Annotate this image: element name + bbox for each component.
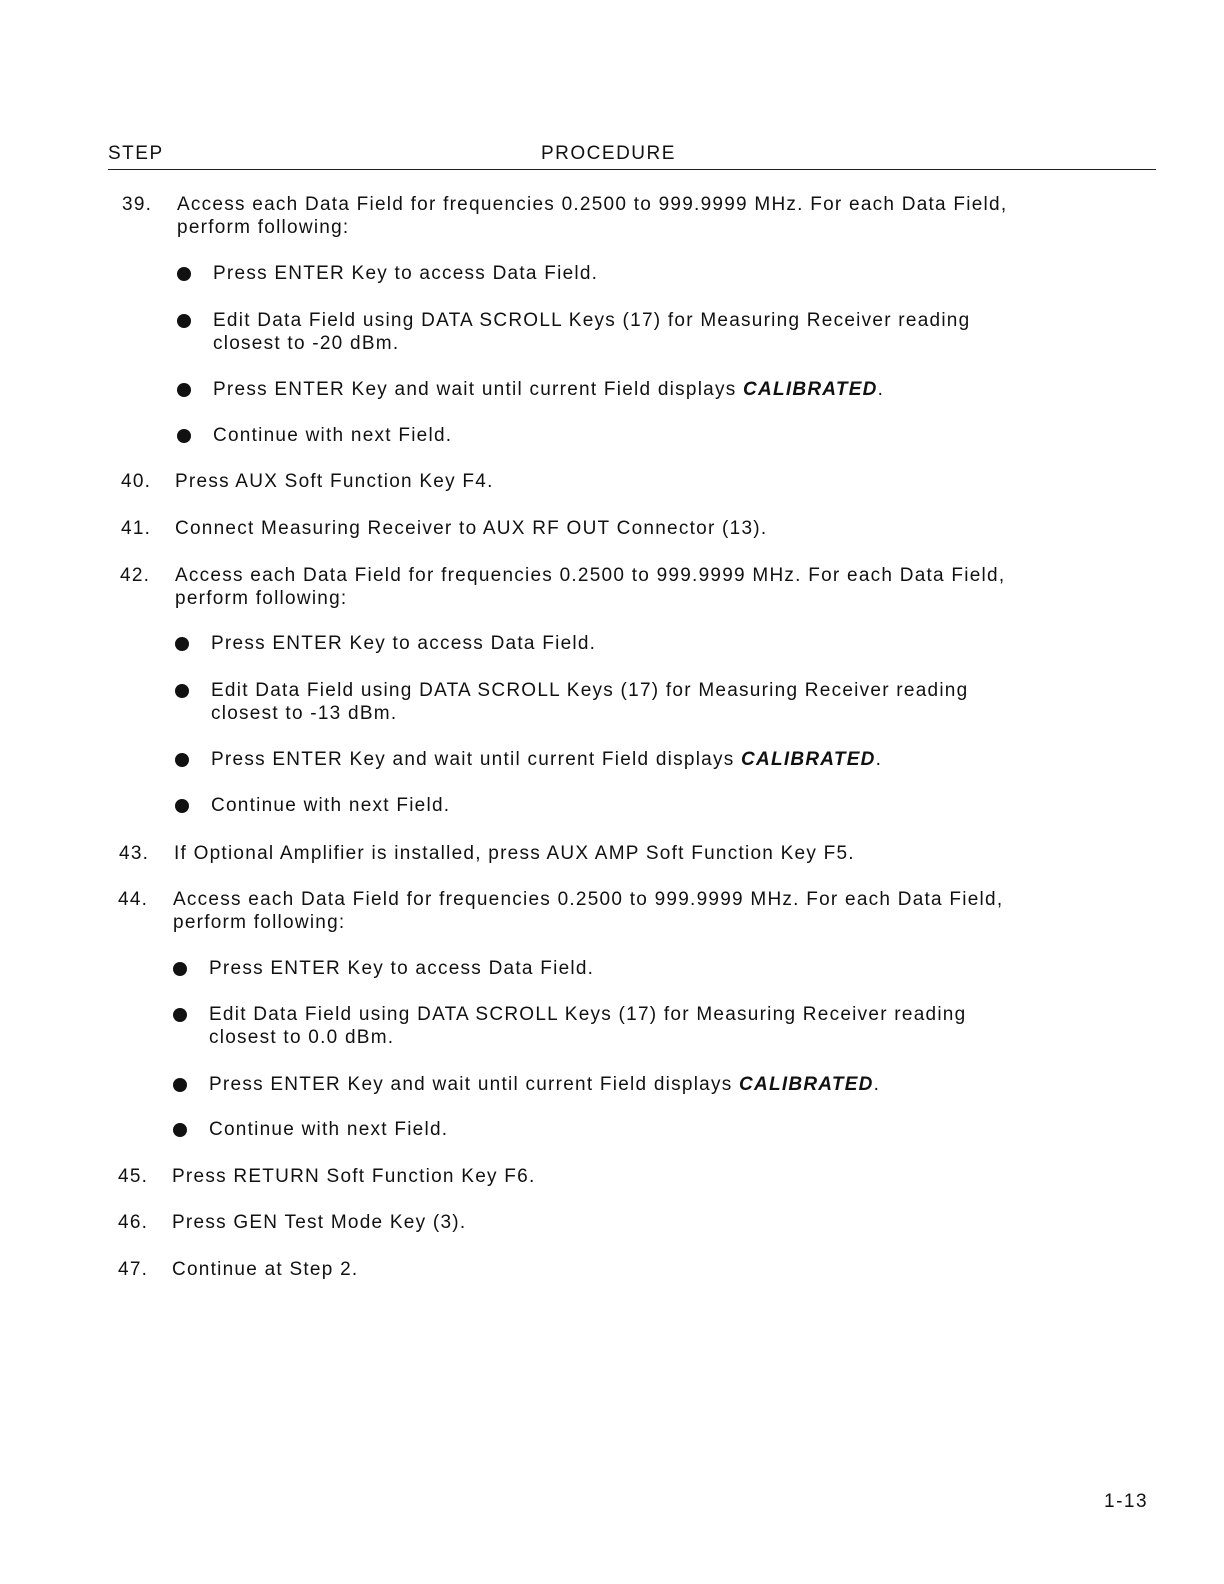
step-text-line2: perform following:	[177, 217, 350, 238]
bullet-dot	[175, 753, 189, 767]
step-text-line1: Access each Data Field for frequencies 0.2500 to 999.9999 MHz. For each Data Field,	[177, 194, 1008, 215]
bullet-dot	[175, 637, 189, 651]
bullet-text-post: .	[873, 1074, 881, 1095]
step-42-bullet-2	[175, 679, 1075, 727]
step-text: Press AUX Soft Function Key F4.	[175, 471, 494, 492]
step-43	[119, 842, 1119, 866]
bullet-dot	[175, 799, 189, 813]
bullet-text	[211, 748, 882, 771]
step-number: 46.	[118, 1212, 149, 1233]
step-41	[121, 517, 1121, 541]
bullet-text: Press ENTER Key to access Data Field.	[211, 633, 597, 654]
bullet-text: Press ENTER Key to access Data Field.	[209, 958, 595, 979]
step-number: 42.	[120, 565, 151, 586]
step-42-bullet-4	[175, 794, 1075, 818]
step-39-bullet-2	[177, 309, 1077, 357]
step-number: 39.	[122, 194, 153, 215]
step-number: 47.	[118, 1259, 149, 1280]
step-42-bullet-3	[175, 748, 1075, 772]
bullet-text: Press ENTER Key to access Data Field.	[213, 263, 599, 284]
bullet-text-line1: Edit Data Field using DATA SCROLL Keys (17) for Measuring Receiver reading	[213, 310, 971, 331]
bullet-text-pre: Press ENTER Key and wait until current Field displays	[211, 749, 742, 770]
calibrated-emphasis: CALIBRATED	[743, 379, 878, 400]
step-39-bullet-3	[177, 378, 1077, 402]
header-step: STEP	[108, 143, 164, 164]
bullet-dot	[173, 1123, 187, 1137]
step-text: Press RETURN Soft Function Key F6.	[172, 1166, 536, 1187]
step-44-bullet-1	[173, 957, 1073, 981]
calibrated-emphasis: CALIBRATED	[741, 749, 876, 770]
step-40	[121, 470, 1121, 494]
step-46	[118, 1211, 1118, 1235]
step-44-bullet-2	[173, 1003, 1073, 1051]
step-42	[120, 564, 1120, 612]
bullet-dot	[173, 1078, 187, 1092]
step-44-bullet-4	[173, 1118, 1073, 1142]
bullet-dot	[177, 429, 191, 443]
bullet-text: Continue with next Field.	[213, 425, 453, 446]
bullet-text-pre: Press ENTER Key and wait until current Field displays	[213, 379, 744, 400]
step-47	[118, 1258, 1118, 1282]
step-text-line2: perform following:	[173, 912, 346, 933]
step-text-line1: Access each Data Field for frequencies 0.2500 to 999.9999 MHz. For each Data Field,	[173, 889, 1004, 910]
step-number: 41.	[121, 518, 152, 539]
bullet-text-line2: closest to -13 dBm.	[211, 703, 398, 724]
bullet-text-line2: closest to 0.0 dBm.	[209, 1027, 395, 1048]
step-39-bullet-4	[177, 424, 1077, 448]
bullet-text: Continue with next Field.	[211, 795, 451, 816]
bullet-text: Continue with next Field.	[209, 1119, 449, 1140]
step-text: If Optional Amplifier is installed, press AUX AMP Soft Function Key F5.	[174, 843, 855, 864]
step-text-line2: perform following:	[175, 588, 348, 609]
bullet-text-pre: Press ENTER Key and wait until current Field displays	[209, 1074, 740, 1095]
step-number: 44.	[118, 889, 149, 910]
step-44	[118, 888, 1118, 936]
bullet-text-post: .	[877, 379, 885, 400]
header-procedure: PROCEDURE	[541, 143, 676, 164]
step-42-bullet-1	[175, 632, 1075, 656]
table-header	[108, 141, 1156, 171]
step-text: Press GEN Test Mode Key (3).	[172, 1212, 467, 1233]
step-number: 45.	[118, 1166, 149, 1187]
bullet-dot	[175, 684, 189, 698]
step-text: Continue at Step 2.	[172, 1259, 359, 1280]
page-number: 1-13	[1104, 1491, 1149, 1512]
bullet-dot	[177, 314, 191, 328]
bullet-text-line1: Edit Data Field using DATA SCROLL Keys (17) for Measuring Receiver reading	[211, 680, 969, 701]
step-45	[118, 1165, 1118, 1189]
header-rule	[108, 169, 1156, 170]
step-text-line1: Access each Data Field for frequencies 0.2500 to 999.9999 MHz. For each Data Field,	[175, 565, 1006, 586]
bullet-dot	[177, 383, 191, 397]
bullet-text-line1: Edit Data Field using DATA SCROLL Keys (17) for Measuring Receiver reading	[209, 1004, 967, 1025]
bullet-dot	[173, 1008, 187, 1022]
bullet-dot	[173, 962, 187, 976]
step-number: 43.	[119, 843, 150, 864]
bullet-text-line2: closest to -20 dBm.	[213, 333, 400, 354]
step-number: 40.	[121, 471, 152, 492]
bullet-text-post: .	[875, 749, 883, 770]
step-text: Connect Measuring Receiver to AUX RF OUT Connector (13).	[175, 518, 768, 539]
bullet-text	[213, 378, 884, 401]
calibrated-emphasis: CALIBRATED	[739, 1074, 874, 1095]
step-39	[122, 193, 1122, 241]
step-39-bullet-1	[177, 262, 1077, 286]
bullet-dot	[177, 267, 191, 281]
bullet-text	[209, 1073, 880, 1096]
step-44-bullet-3	[173, 1073, 1073, 1097]
